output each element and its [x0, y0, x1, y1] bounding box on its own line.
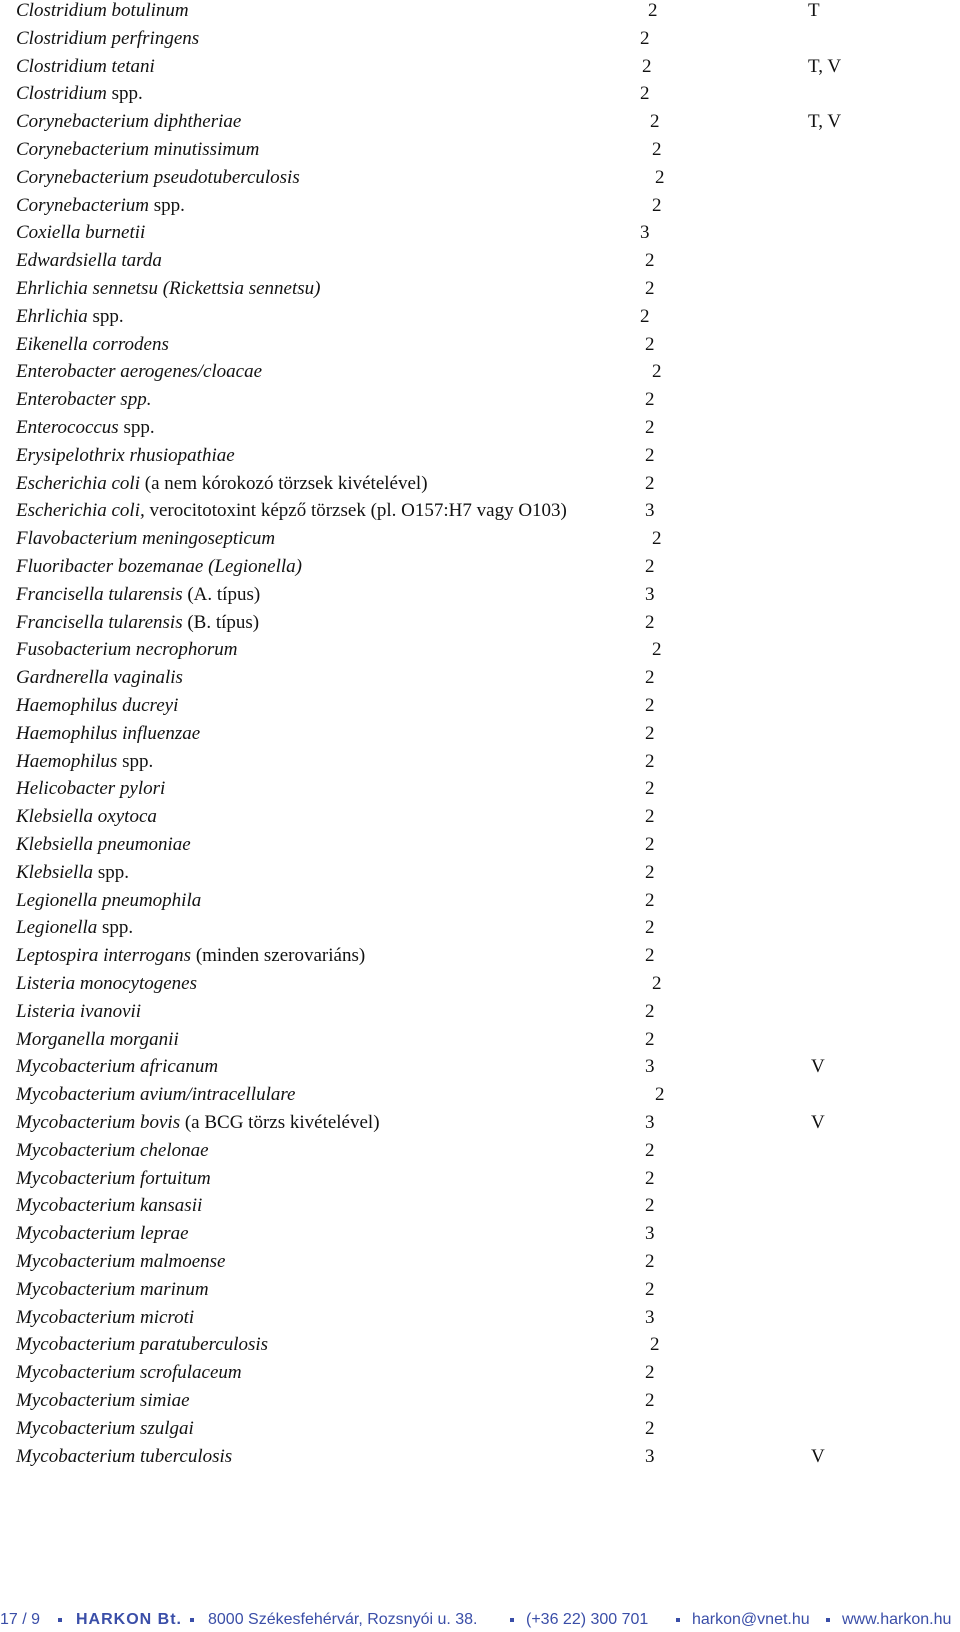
- table-row: [0, 139, 960, 167]
- table-row: [0, 945, 960, 973]
- risk-group: 2: [645, 556, 655, 577]
- risk-group: 2: [648, 0, 658, 21]
- table-row: [0, 973, 960, 1001]
- table-row: [0, 195, 960, 223]
- organism-name: Enterobacter aerogenes/cloacae: [16, 361, 263, 383]
- separator-square-icon: [826, 1618, 830, 1622]
- risk-group: 2: [645, 1362, 655, 1384]
- table-row: [0, 751, 960, 779]
- risk-group: 2: [645, 667, 655, 689]
- table-row: [0, 584, 960, 612]
- table-row: [0, 890, 960, 918]
- table-row: [0, 111, 960, 139]
- risk-group: 2: [652, 361, 662, 383]
- organism-name: Corynebacterium spp.: [16, 194, 185, 216]
- organism-name: Mycobacterium africanum: [16, 1056, 219, 1078]
- organism-name: Corynebacterium minutissimum: [16, 139, 260, 160]
- risk-group: 2: [645, 1251, 655, 1272]
- risk-group: 2: [645, 417, 655, 438]
- organism-name: Escherichia coli (a nem kórokozó törzsek kivételével): [16, 472, 428, 494]
- organism-name: Escherichia coli, verocitotoxint képző törzsek (pl. O157:H7 vagy O103): [16, 500, 567, 522]
- table-row: [0, 167, 960, 195]
- organism-name: Haemophilus ducreyi: [16, 695, 179, 716]
- risk-group: 2: [655, 166, 665, 188]
- organism-name: Mycobacterium scrofulaceum: [16, 1362, 242, 1384]
- note-flag: T, V: [808, 55, 842, 77]
- risk-group: 2: [655, 1084, 665, 1106]
- organism-name: Legionella pneumophila: [16, 889, 202, 911]
- table-row: [0, 1223, 960, 1251]
- table-row: [0, 222, 960, 250]
- company-website[interactable]: www.harkon.hu: [842, 1611, 952, 1628]
- table-row: [0, 862, 960, 890]
- organism-name: Mycobacterium avium/intracellulare: [16, 1084, 296, 1106]
- table-row: [0, 723, 960, 751]
- risk-group: 2: [645, 250, 655, 272]
- table-row: [0, 1112, 960, 1140]
- risk-group: 2: [645, 945, 655, 967]
- risk-group: 3: [640, 222, 650, 244]
- risk-group: 2: [652, 139, 662, 160]
- company-phone: (+36 22) 300 701: [526, 1611, 649, 1628]
- table-row: [0, 1251, 960, 1279]
- table-row: [0, 1140, 960, 1168]
- table-row: [0, 361, 960, 389]
- risk-group: 3: [645, 1223, 655, 1245]
- risk-group: 2: [645, 750, 655, 772]
- table-row: [0, 1279, 960, 1307]
- table-row: [0, 473, 960, 501]
- organism-name: Mycobacterium bovis (a BCG törzs kivételével): [16, 1112, 380, 1133]
- organism-name: Klebsiella oxytoca: [16, 806, 157, 828]
- risk-group: 2: [645, 806, 655, 828]
- risk-group: 2: [642, 55, 652, 77]
- organism-name: Morganella morganii: [16, 1028, 179, 1050]
- organism-name: Mycobacterium malmoense: [16, 1251, 226, 1272]
- risk-group: 3: [645, 1112, 655, 1133]
- organism-name: Clostridium botulinum: [16, 0, 189, 21]
- table-row: [0, 1446, 960, 1474]
- risk-group: 3: [645, 1306, 655, 1328]
- organism-name: Francisella tularensis (A. típus): [16, 583, 261, 605]
- risk-group: 2: [645, 278, 655, 299]
- risk-group: 2: [645, 333, 655, 355]
- organism-name: Edwardsiella tarda: [16, 250, 162, 272]
- organism-name: Coxiella burnetii: [16, 222, 146, 244]
- table-row: [0, 1056, 960, 1084]
- organism-name: Leptospira interrogans (minden szerovariáns): [16, 945, 366, 967]
- organism-name: Mycobacterium marinum: [16, 1278, 209, 1300]
- organism-name: Mycobacterium tuberculosis: [16, 1445, 233, 1467]
- table-row: [0, 695, 960, 723]
- risk-group: 2: [645, 472, 655, 494]
- risk-group: 2: [645, 389, 655, 411]
- organism-name: Erysipelothrix rhusiopathiae: [16, 444, 235, 466]
- organism-name: Clostridium tetani: [16, 55, 155, 77]
- risk-group: 2: [640, 305, 650, 327]
- table-row: [0, 1334, 960, 1362]
- risk-group: 2: [645, 1167, 655, 1189]
- organism-name: Corynebacterium pseudotuberculosis: [16, 166, 300, 188]
- organism-name: Enterobacter spp.: [16, 389, 152, 411]
- table-row: [0, 1307, 960, 1335]
- company-address: 8000 Székesfehérvár, Rozsnyói u. 38.: [208, 1611, 478, 1628]
- table-row: [0, 1362, 960, 1390]
- risk-group: 2: [645, 1417, 655, 1439]
- note-flag: T, V: [808, 111, 842, 133]
- organism-name: Mycobacterium paratuberculosis: [16, 1334, 269, 1356]
- table-row: [0, 1168, 960, 1196]
- table-row: [0, 639, 960, 667]
- table-row: [0, 806, 960, 834]
- organism-name: Mycobacterium fortuitum: [16, 1167, 211, 1189]
- risk-group: 2: [645, 611, 655, 633]
- organism-name: Francisella tularensis (B. típus): [16, 611, 260, 633]
- table-row: [0, 0, 960, 28]
- risk-group: 2: [645, 1195, 655, 1217]
- organism-name: Flavobacterium meningosepticum: [16, 528, 276, 550]
- table-row: [0, 1195, 960, 1223]
- table-row: [0, 334, 960, 362]
- table-row: [0, 1029, 960, 1057]
- organism-name: Clostridium spp.: [16, 83, 143, 105]
- risk-group: 2: [652, 973, 662, 994]
- table-row: [0, 28, 960, 56]
- company-email[interactable]: harkon@vnet.hu: [692, 1611, 810, 1628]
- note-flag: T: [808, 0, 820, 21]
- organism-name: Haemophilus influenzae: [16, 722, 201, 744]
- organism-name: Haemophilus spp.: [16, 750, 154, 772]
- table-row: [0, 612, 960, 640]
- organism-name: Ehrlichia spp.: [16, 305, 124, 327]
- organism-name: Clostridium perfringens: [16, 27, 200, 49]
- organism-name: Mycobacterium chelonae: [16, 1139, 209, 1161]
- table-row: [0, 778, 960, 806]
- risk-group: 2: [645, 1139, 655, 1161]
- note-flag: V: [811, 1112, 825, 1133]
- company-logo: HARKON Bt.: [76, 1611, 182, 1628]
- organism-name: Fusobacterium necrophorum: [16, 639, 238, 661]
- table-row: [0, 500, 960, 528]
- organism-name: Mycobacterium szulgai: [16, 1417, 194, 1439]
- risk-group: 2: [645, 1028, 655, 1050]
- organism-name: Mycobacterium kansasii: [16, 1195, 203, 1217]
- organism-name: Listeria monocytogenes: [16, 973, 198, 994]
- organism-name: Gardnerella vaginalis: [16, 667, 183, 689]
- organism-name: Helicobacter pylori: [16, 778, 166, 800]
- organism-name: Listeria ivanovii: [16, 1000, 142, 1022]
- table-row: [0, 389, 960, 417]
- table-row: [0, 278, 960, 306]
- table-row: [0, 1084, 960, 1112]
- table-row: [0, 667, 960, 695]
- table-row: [0, 1418, 960, 1446]
- risk-group: 2: [652, 528, 662, 550]
- separator-square-icon: [58, 1618, 62, 1622]
- risk-group: 2: [645, 889, 655, 911]
- risk-group: 2: [645, 861, 655, 883]
- separator-square-icon: [510, 1618, 514, 1622]
- table-row: [0, 56, 960, 84]
- risk-group: 2: [645, 834, 655, 855]
- organism-name: Mycobacterium microti: [16, 1306, 195, 1328]
- table-row: [0, 1001, 960, 1029]
- risk-group: 2: [645, 444, 655, 466]
- note-flag: V: [811, 1445, 825, 1467]
- organism-name: Enterococcus spp.: [16, 417, 155, 438]
- organism-name: Klebsiella pneumoniae: [16, 834, 191, 855]
- note-flag: V: [811, 1056, 825, 1078]
- table-row: [0, 306, 960, 334]
- organism-name: Mycobacterium simiae: [16, 1390, 190, 1411]
- table-row: [0, 417, 960, 445]
- risk-group: 2: [652, 194, 662, 216]
- risk-group: 2: [650, 111, 660, 133]
- risk-group: 2: [640, 27, 650, 49]
- table-row: [0, 83, 960, 111]
- risk-group: 3: [645, 1056, 655, 1078]
- page-footer: [0, 1610, 960, 1632]
- risk-group: 2: [645, 722, 655, 744]
- risk-group: 2: [645, 917, 655, 939]
- risk-group: 2: [645, 695, 655, 716]
- risk-group: 2: [650, 1334, 660, 1356]
- organism-name: Klebsiella spp.: [16, 861, 129, 883]
- organism-name: Legionella spp.: [16, 917, 134, 939]
- risk-group: 2: [645, 1000, 655, 1022]
- organism-name: Fluoribacter bozemanae (Legionella): [16, 556, 303, 577]
- table-row: [0, 1390, 960, 1418]
- table-row: [0, 556, 960, 584]
- separator-square-icon: [190, 1618, 194, 1622]
- risk-group: 2: [645, 1278, 655, 1300]
- organism-name: Eikenella corrodens: [16, 333, 169, 355]
- risk-group: 2: [645, 1390, 655, 1411]
- risk-group: 2: [640, 83, 650, 105]
- risk-group: 2: [645, 778, 655, 800]
- table-row: [0, 528, 960, 556]
- table-row: [0, 917, 960, 945]
- risk-group: 3: [645, 500, 655, 522]
- organism-name: Mycobacterium leprae: [16, 1223, 189, 1245]
- risk-group: 3: [645, 583, 655, 605]
- separator-square-icon: [676, 1618, 680, 1622]
- risk-group: 3: [645, 1445, 655, 1467]
- page-number: 17 / 9: [0, 1611, 41, 1628]
- organism-name: Ehrlichia sennetsu (Rickettsia sennetsu): [16, 278, 321, 299]
- table-row: [0, 834, 960, 862]
- table-row: [0, 250, 960, 278]
- table-row: [0, 445, 960, 473]
- risk-group: 2: [652, 639, 662, 661]
- organism-name: Corynebacterium diphtheriae: [16, 111, 242, 133]
